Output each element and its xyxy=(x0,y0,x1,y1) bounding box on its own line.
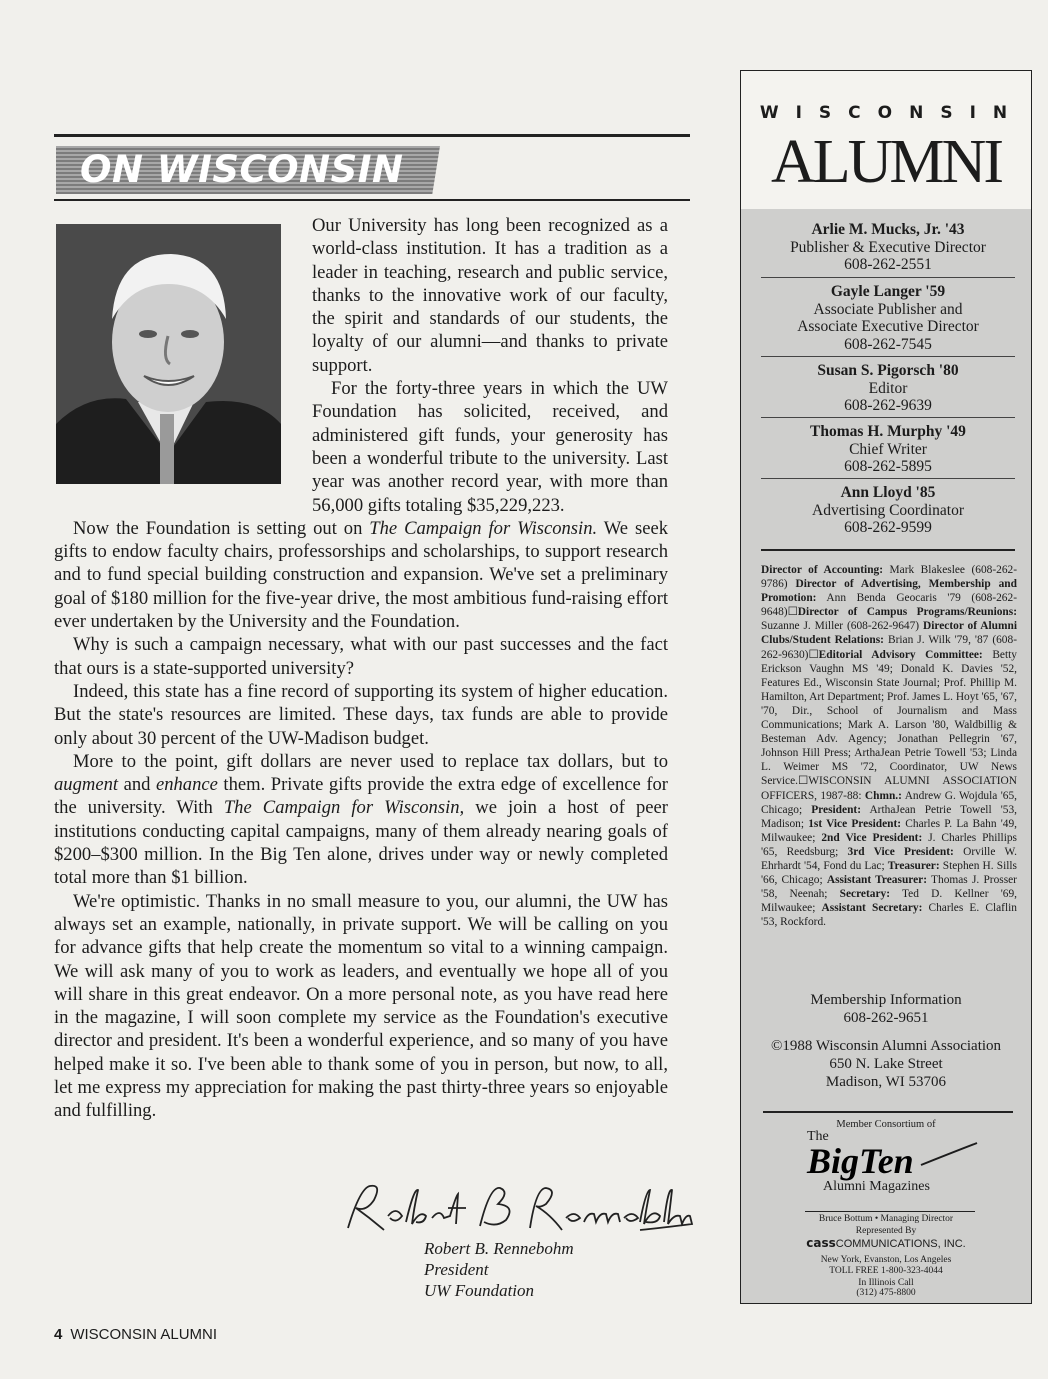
footer-magazine-name: WISCONSIN ALUMNI xyxy=(70,1326,218,1343)
managing-director: Bruce Bottum • Managing Director xyxy=(818,1214,954,1224)
masthead xyxy=(740,70,1032,1304)
address-line: 650 N. Lake Street xyxy=(829,1056,943,1072)
letter-paragraph: For the forty-three years in which the UW Foundation has solicited, received, and administered gift funds, your generosity has been a wonderful tribute to the university. Last year was another record year, with more than 56,000 gifts totaling $35,229,223. xyxy=(312,378,668,516)
bigten-subtitle: Alumni Magazines xyxy=(823,1179,930,1194)
letter-paragraph: Why is such a campaign necessary, what with our past successes and the fact that ours is a state-supported university? xyxy=(54,634,668,679)
letter-paragraph: We're optimistic. Thanks in no small measure to you, our alumni, the UW has always set an example, nationally, in private support. We will be calling on you for advance gifts that help create the momentum so vital to a winning campaign. We will ask many of you to work as leaders, and eventually we hope all of you will share in this great endeavor. On a more personal note, as you have read here in the magazine, I will soon complete my service as the Foundation's executive director and president. It's been a wonderful experience, and so many of you have helped make it so. I've been able to thank some of you in person, but now, to all, let me express my appreciation for making the past thirty-three years so enjoyable and fulfilling. xyxy=(54,890,668,1122)
staff-entry: Susan S. Pigorsch '80 Editor 608-262-9639 xyxy=(817,362,959,414)
staff-divider xyxy=(761,356,1015,357)
masthead-credits: Director of Accounting: Mark Blakeslee (608-262-9786) Director of Advertising, Membership and Promotion: Ann Benda Geocaris '79 (608-262-9648)☐Director of Campus Programs/Reunions: Suzanne J. Miller (608-262-9647) Director of Alumni Clubs/Student Relations: Brian J. Wilk '79, '87 (608-262-9630)☐Editorial Advisory Committee: Betty Erickson Vaughn MS '49; Donald K. Davies '52, Features Ed., Wisconsin State Journal; Prof. Phillip M. Hamilton, Art Department; Prof. James L. Hoyt '65, '67, '70, Dir., School of Journalism and Mass Communications; Mark A. Larson '80, Waldbillig & Besteman Adv. Agency; Jonathan Pellegrin '67, Johnson Hill Press; ArthaJean Petrie Towell '53; Linda L. Weimer MS '72, Coordinator, UW News Service.☐WISCONSIN ALUMNI ASSOCIATION OFFICERS, 1987-88: Chmn.: Andrew G. Wojdula '65, Chicago; President: ArthaJean Petrie Towell '53, Madison; 1st Vice President: Charles P. La Bahn '49, Milwaukee; 2nd Vice President: J. Charles Phillips '65, Reedsburg; 3rd Vice President: Orville W. Ehrhardt '54, Fond du Lac; Treasurer: Stephen H. Sills '66, Chicago; Assistant Treasurer: Thomas J. Prosser '58, Neenah; Secretary: Ted D. Kellner '69, Milwaukee; Assistant Secretary: Charles E. Claflin '53, Rockford. xyxy=(761,564,1018,929)
bottom-rule xyxy=(54,199,690,201)
illinois-phone: (312) 475-8800 xyxy=(856,1288,916,1298)
page-number: 4 xyxy=(54,1326,63,1343)
staff-entry: Arlie M. Mucks, Jr. '43 Publisher & Executive Director 608-262-2551 xyxy=(790,221,986,273)
masthead-kicker: WISCONSIN xyxy=(759,103,1025,123)
membership-label: Membership Information xyxy=(810,992,962,1008)
masthead-divider xyxy=(763,1111,1013,1113)
copyright: ©1988 Wisconsin Alumni Association xyxy=(770,1038,1002,1054)
staff-divider xyxy=(761,417,1015,418)
letter-body xyxy=(54,214,668,1123)
signer-title: President xyxy=(424,1260,489,1279)
masthead-title: ALUMNI xyxy=(771,128,1001,196)
letter-paragraph: Now the Foundation is setting out on The Campaign for Wisconsin. We seek gifts to endow faculty chairs, professorships and scholarships, to support research and to fund special building construction and expansion. We've set a preliminary goal of $180 million for the five-year drive, the most ambitious fund-raising effort ever undertaken by the University and the Foundation. xyxy=(54,517,669,633)
svg-text:BigTen: BigTen xyxy=(807,1141,914,1181)
signer-org: UW Foundation xyxy=(424,1281,535,1300)
address-line: Madison, WI 53706 xyxy=(825,1074,947,1090)
masthead-divider xyxy=(805,1211,975,1212)
top-rule xyxy=(54,134,690,137)
cass-communications: cassCOMMUNICATIONS, INC. xyxy=(806,1236,966,1250)
membership-phone: 608-262-9651 xyxy=(843,1010,929,1026)
staff-divider xyxy=(761,478,1015,479)
toll-free: TOLL FREE 1-800-323-4044 xyxy=(829,1266,943,1276)
masthead-header xyxy=(741,71,1031,209)
staff-entry: Gayle Langer '59 Associate Publisher and Associate Executive Director 608-262-7545 xyxy=(797,283,979,353)
staff-entry: Ann Lloyd '85 Advertising Coordinator 608-262-9599 xyxy=(812,484,964,536)
represented-by: Represented By xyxy=(855,1226,917,1236)
letter-paragraph: Our University has long been recognized as a world-class institution. It has a tradition as a leader in teaching, research and public service, thanks to the innovative work of our faculty, the spirit and standards of our students, the loyalty of our alumni—and thanks to private support. xyxy=(312,215,668,376)
signer-name: Robert B. Rennebohm xyxy=(424,1239,574,1258)
staff-entry: Thomas H. Murphy '49 Chief Writer 608-262-5895 xyxy=(810,423,966,475)
illinois-label: In Illinois Call xyxy=(858,1278,914,1288)
consortium-label: Member Consortium of xyxy=(836,1119,936,1130)
staff-divider xyxy=(761,277,1015,278)
page-footer xyxy=(54,1326,217,1343)
cities: New York, Evanston, Los Angeles xyxy=(820,1255,952,1265)
staff-divider xyxy=(761,549,1015,551)
handwritten-signature xyxy=(340,1178,700,1243)
bigten-the: The xyxy=(807,1129,829,1144)
section-title: ON WISCONSIN xyxy=(80,148,404,191)
letter-paragraph: More to the point, gift dollars are never used to replace tax dollars, but to augment and enhance them. Private gifts provide the extra edge of excellence for the university. With The Campaign for Wisconsin, we join a host of peer institutions conducting capital campaigns, many of them already nearing goals of $200–$300 million. In the Big Ten alone, drives under way or newly completed total more than $1 billion. xyxy=(54,750,668,889)
letter-paragraph: Indeed, this state has a fine record of supporting its system of higher education. But the state's resources are limited. These days, tax funds are able to provide only about 30 percent of the UW-Madison budget. xyxy=(54,680,668,749)
